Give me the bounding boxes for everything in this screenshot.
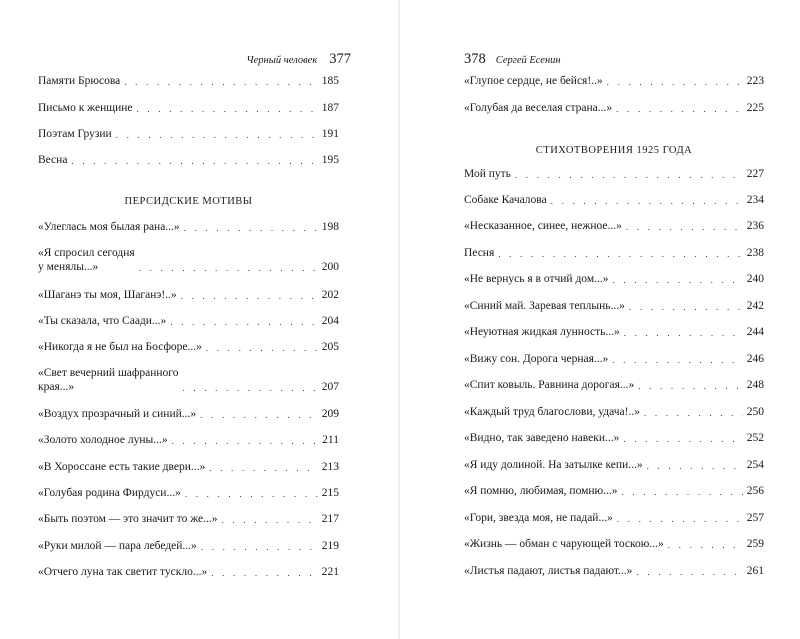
toc-entry-page: 236 — [746, 220, 764, 232]
leader-dots — [644, 407, 743, 419]
toc-entry-page: 207 — [321, 381, 339, 393]
toc-entry-title: «Спит ковыль. Равнина дорогая...» — [464, 379, 635, 391]
leader-dots — [622, 486, 743, 498]
toc-entry-title: «Вижу сон. Дорога черная...» — [464, 353, 609, 365]
leader-dots — [172, 435, 319, 447]
toc-entry-page: 227 — [746, 168, 764, 180]
toc-entry-page: 242 — [746, 300, 764, 312]
leader-dots — [182, 382, 317, 394]
section-title: СТИХОТВОРЕНИЯ 1925 ГОДА — [535, 145, 693, 156]
toc-entry-title: Весна — [38, 154, 68, 166]
leader-dots — [184, 222, 318, 234]
toc-entry-page: 252 — [746, 432, 764, 444]
toc-entry-page: 219 — [321, 540, 339, 552]
toc-entry-page: 238 — [746, 247, 764, 259]
toc-entry[interactable] — [38, 288, 339, 302]
leader-dots — [211, 567, 318, 579]
leader-dots — [200, 409, 318, 421]
toc-entry[interactable] — [38, 407, 339, 421]
toc-entry[interactable] — [464, 74, 764, 88]
toc-entry-page: 254 — [746, 459, 764, 471]
toc-entry[interactable] — [38, 314, 339, 328]
toc-entry[interactable] — [38, 74, 339, 88]
leader-dots — [617, 513, 743, 525]
toc-entry[interactable] — [38, 433, 339, 447]
toc-entry[interactable] — [38, 127, 339, 141]
right-page — [400, 0, 800, 639]
toc-entry-page: 200 — [321, 261, 339, 273]
toc-entry-title-line1: «Я спросил сегодня — [38, 247, 135, 259]
toc-entry[interactable] — [38, 486, 339, 500]
toc-entry-title: «Отчего луна так светит тускло...» — [38, 566, 208, 578]
toc-entry[interactable] — [38, 101, 339, 115]
toc-entry[interactable] — [38, 220, 339, 234]
toc-entry-page: 250 — [746, 406, 764, 418]
toc-entry[interactable] — [464, 378, 764, 392]
toc-entry[interactable] — [464, 101, 764, 115]
toc-entry-title: «Неуютная жидкая лунность...» — [464, 326, 620, 338]
toc-entry-title: Письмо к женщине — [38, 102, 133, 114]
leader-dots — [636, 566, 742, 578]
toc-entry-title: «Никогда я не был на Босфоре...» — [38, 341, 202, 353]
leader-dots — [124, 76, 318, 88]
toc-entry-title: «Воздух прозрачный и синий...» — [38, 408, 197, 420]
leader-dots — [623, 433, 742, 445]
toc-entry-page: 256 — [746, 485, 764, 497]
leader-dots — [137, 103, 318, 115]
right-running-header — [464, 52, 561, 68]
toc-entry-page: 185 — [321, 75, 339, 87]
toc-entry[interactable] — [38, 565, 339, 579]
toc-entry-title: «Голубая да веселая страна...» — [464, 102, 613, 114]
leader-dots — [624, 327, 743, 339]
toc-entry-page: 187 — [321, 102, 339, 114]
toc-entry-title-line1: «Свет вечерний шафранного — [38, 367, 179, 379]
toc-entry[interactable] — [38, 246, 339, 274]
toc-entry-title: «Не вернусь я в отчий дом...» — [464, 273, 609, 285]
toc-entry[interactable] — [464, 272, 764, 286]
toc-entry-title: Поэтам Грузии — [38, 128, 112, 140]
toc-entry-page: 223 — [746, 75, 764, 87]
toc-entry-page: 215 — [321, 487, 339, 499]
leader-dots — [638, 380, 743, 392]
toc-entry-title: «Каждый труд благослови, удача!..» — [464, 406, 640, 418]
toc-entry-page: 195 — [321, 154, 339, 166]
toc-entry[interactable] — [464, 405, 764, 419]
leader-dots — [209, 462, 318, 474]
toc-entry[interactable] — [464, 564, 764, 578]
leader-dots — [206, 342, 318, 354]
toc-entry-title: «Гори, звезда моя, не падай...» — [464, 512, 613, 524]
leader-dots — [616, 103, 743, 115]
page-number: 378 — [464, 51, 486, 67]
toc-entry-title-line2: края...» — [38, 381, 75, 393]
leader-dots — [170, 316, 317, 328]
running-title: Сергей Есенин — [495, 55, 561, 66]
toc-entry[interactable] — [38, 366, 339, 394]
leader-dots — [612, 354, 742, 366]
leader-dots — [629, 301, 743, 313]
toc-entry-title: «Золото холодное луны...» — [38, 434, 168, 446]
leader-dots — [185, 488, 318, 500]
toc-entry[interactable] — [464, 219, 764, 233]
toc-entry[interactable] — [464, 167, 764, 181]
left-running-header — [246, 52, 351, 68]
toc-entry[interactable] — [38, 340, 339, 354]
toc-entry-page: 246 — [746, 353, 764, 365]
toc-entry-page: 261 — [746, 565, 764, 577]
running-title: Черный человек — [246, 55, 318, 66]
toc-entry[interactable] — [464, 484, 764, 498]
toc-entry-title: «Жизнь — обман с чарующей тоскою...» — [464, 538, 664, 550]
leader-dots — [139, 262, 318, 274]
toc-entry-page: 213 — [321, 461, 339, 473]
toc-entry-title: «Я помню, любимая, помню...» — [464, 485, 618, 497]
leader-dots — [612, 274, 742, 286]
toc-entry-page: 234 — [746, 194, 764, 206]
toc-entry[interactable] — [38, 153, 339, 167]
toc-entry-title: «Я иду долиной. На затылке кепи...» — [464, 459, 643, 471]
toc-entry[interactable] — [38, 539, 339, 553]
leader-dots — [201, 541, 318, 553]
toc-entry[interactable] — [464, 193, 764, 207]
leader-dots — [647, 460, 743, 472]
toc-entry[interactable] — [38, 460, 339, 474]
toc-entry-title: «Быть поэтом — это значит то же...» — [38, 513, 218, 525]
toc-entry-title-line2: у менялы...» — [38, 261, 99, 273]
toc-entry-page: 240 — [746, 273, 764, 285]
toc-entry-title: «Голубая родина Фирдуси...» — [38, 487, 181, 499]
toc-entry-page: 221 — [321, 566, 339, 578]
toc-entry-title: Памяти Брюсова — [38, 75, 121, 87]
toc-entry-page: 204 — [321, 315, 339, 327]
toc-entry-title: «Шаганэ ты моя, Шаганэ!..» — [38, 289, 177, 301]
toc-entry-title: «В Хороссане есть такие двери...» — [38, 461, 206, 473]
toc-entry[interactable] — [464, 246, 764, 260]
toc-entry-page: 244 — [746, 326, 764, 338]
toc-entry[interactable] — [464, 352, 764, 366]
toc-entry-title: «Видно, так заведено навеки...» — [464, 432, 620, 444]
toc-entry-title: Мой путь — [464, 168, 511, 180]
toc-entry[interactable] — [464, 299, 764, 313]
toc-entry[interactable] — [464, 511, 764, 525]
toc-entry-title: «Улеглась моя былая рана...» — [38, 221, 180, 233]
leader-dots — [222, 514, 318, 526]
leader-dots — [498, 248, 743, 260]
toc-entry-title: «Руки милой — пара лебедей...» — [38, 540, 197, 552]
leader-dots — [515, 169, 743, 181]
leader-dots — [668, 539, 743, 551]
toc-entry-page: 225 — [746, 102, 764, 114]
toc-entry-title: Песня — [464, 247, 495, 259]
toc-entry-page: 259 — [746, 538, 764, 550]
toc-entry-page: 209 — [321, 408, 339, 420]
toc-entry-page: 205 — [321, 341, 339, 353]
toc-entry-title: «Несказанное, синее, нежное...» — [464, 220, 622, 232]
toc-entry[interactable] — [464, 431, 764, 445]
toc-entry[interactable] — [464, 458, 764, 472]
toc-entry-title: «Ты сказала, что Саади...» — [38, 315, 167, 327]
leader-dots — [607, 76, 743, 88]
section-title: ПЕРСИДСКИЕ МОТИВЫ — [124, 196, 253, 207]
toc-entry[interactable] — [464, 325, 764, 339]
toc-entry-title: Собаке Качалова — [464, 194, 547, 206]
leader-dots — [71, 155, 317, 167]
toc-entry-page: 191 — [321, 128, 339, 140]
toc-entry-page: 257 — [746, 512, 764, 524]
toc-entry[interactable] — [464, 537, 764, 551]
leader-dots — [626, 221, 743, 233]
leader-dots — [116, 129, 318, 141]
toc-entry[interactable] — [38, 512, 339, 526]
toc-entry-title: «Синий май. Заревая теплынь...» — [464, 300, 625, 312]
toc-entry-page: 248 — [746, 379, 764, 391]
page-number: 377 — [329, 51, 351, 67]
toc-entry-title: «Глупое сердце, не бейся!..» — [464, 75, 603, 87]
toc-entry-title: «Листья падают, листья падают...» — [464, 565, 633, 577]
toc-entry-page: 217 — [321, 513, 339, 525]
leader-dots — [181, 290, 318, 302]
leader-dots — [551, 195, 743, 207]
toc-entry-page: 202 — [321, 289, 339, 301]
toc-entry-page: 198 — [321, 221, 339, 233]
toc-entry-page: 211 — [322, 434, 339, 446]
